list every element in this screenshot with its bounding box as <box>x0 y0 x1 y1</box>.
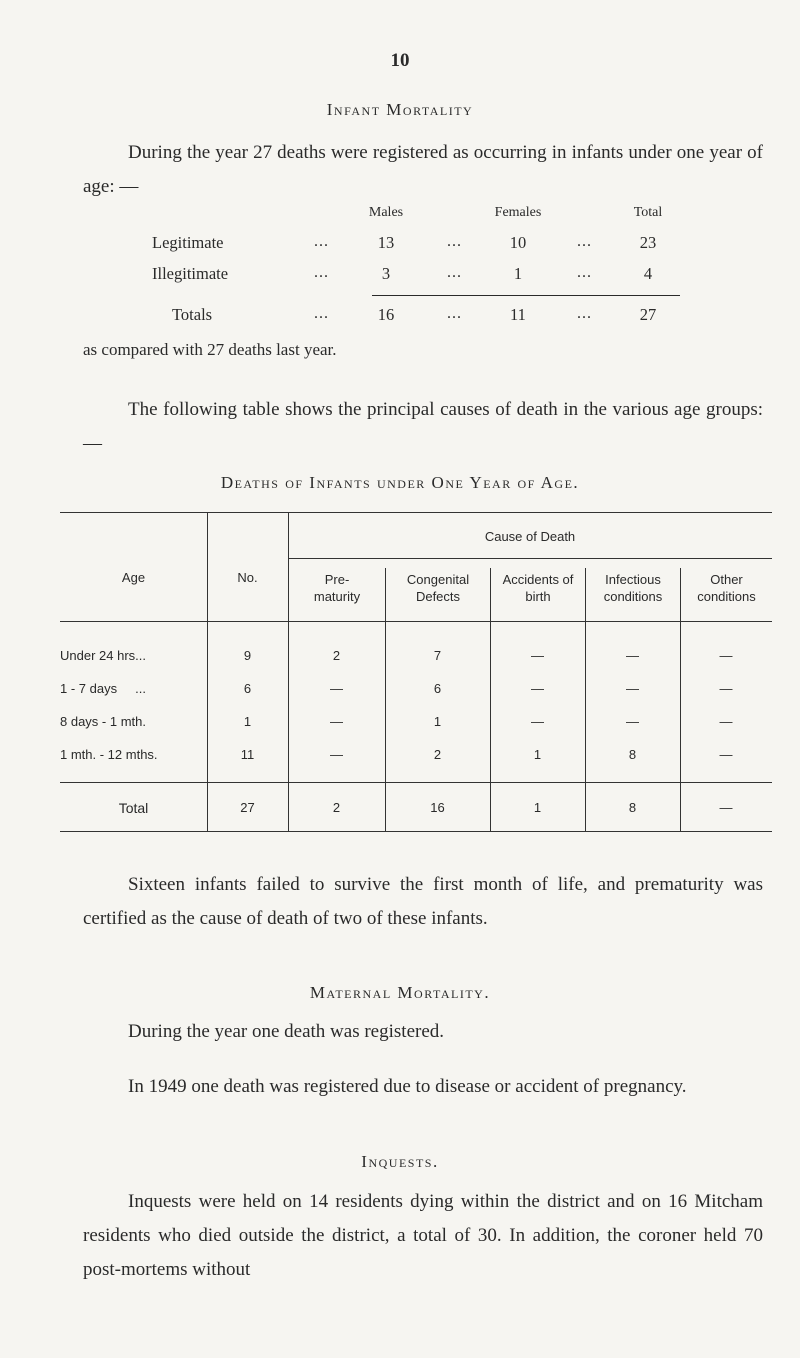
summary-totals-label: Totals <box>172 305 213 324</box>
table-cell: — <box>719 648 733 663</box>
table-row-age: Under 24 hrs... <box>60 648 146 663</box>
table-cell: — <box>531 648 544 663</box>
total-row-label: Total <box>118 800 149 816</box>
table-cell: 1 <box>433 714 442 729</box>
table-cell: — <box>719 800 733 815</box>
col-divider <box>680 568 681 831</box>
table-intro: The following table shows the principal causes of death in the various age groups: — <box>83 399 763 454</box>
summary-cell: 1 <box>513 264 523 283</box>
table-cell: 2 <box>332 648 341 663</box>
infant-mortality-intro: During the year 27 deaths were registered as occurring in infants under one year of age: — <box>83 142 763 197</box>
col-divider <box>207 512 208 831</box>
summary-header-males: Males <box>368 205 404 220</box>
summary-cell: 4 <box>643 264 653 283</box>
col-header-prematurity: Pre- maturity <box>313 572 361 604</box>
leader-dots: ... <box>577 305 592 322</box>
table-cell: — <box>531 714 544 729</box>
col-header-accidents-of-birth: Accidents of birth <box>502 572 574 604</box>
summary-cell: 27 <box>639 305 657 324</box>
col-header-congenital-defects: Congenital Defects <box>406 572 470 604</box>
leader-dots: ... <box>314 305 329 322</box>
table-cell: — <box>330 747 343 762</box>
deaths-table-title: Deaths of Infants under One Year of Age. <box>220 473 580 492</box>
table-cell: 8 <box>628 747 637 762</box>
leader-dots: ... <box>447 305 462 322</box>
total-top-rule <box>60 782 772 783</box>
table-bottom-rule <box>60 831 772 832</box>
col-divider <box>585 568 586 831</box>
table-cell: 1 <box>243 714 252 729</box>
table-row-age: 1 - 7 days ... <box>60 681 146 696</box>
summary-header-females: Females <box>494 205 542 220</box>
col-divider <box>288 512 289 831</box>
table-cell: 16 <box>430 800 445 815</box>
table-cell: — <box>330 681 343 696</box>
cause-of-death-header: Cause of Death <box>484 529 576 544</box>
summary-row-label: Illegitimate <box>152 264 229 283</box>
comparison-text: as compared with 27 deaths last year. <box>83 340 337 359</box>
table-cell: 6 <box>243 681 252 696</box>
table-top-rule <box>60 512 772 513</box>
leader-dots: ... <box>314 233 329 250</box>
table-cell: — <box>719 681 733 696</box>
table-cell: 7 <box>433 648 442 663</box>
infant-mortality-heading: Infant Mortality <box>326 100 474 119</box>
table-cell: 2 <box>433 747 442 762</box>
table-cell: — <box>626 681 639 696</box>
col-header-infectious-conditions: Infectious conditions <box>603 572 663 604</box>
table-cell: — <box>719 747 733 762</box>
table-cell: 2 <box>332 800 341 815</box>
summary-cell: 3 <box>381 264 391 283</box>
table-row-age: 8 days - 1 mth. <box>60 714 146 729</box>
table-cell: — <box>626 648 639 663</box>
summary-header-total: Total <box>633 205 663 220</box>
leader-dots: ... <box>314 264 329 281</box>
summary-cell: 16 <box>377 305 395 324</box>
cause-header-rule <box>288 558 772 559</box>
col-header-age: Age <box>121 570 146 585</box>
table-cell: — <box>719 714 733 729</box>
col-header-other-conditions: Other conditions <box>697 572 756 604</box>
leader-dots: ... <box>447 233 462 250</box>
header-bottom-rule <box>60 621 772 622</box>
table-row-age: 1 mth. - 12 mths. <box>60 747 158 762</box>
table-cell: 11 <box>240 747 255 762</box>
maternal-mortality-para1: During the year one death was registered. <box>128 1021 445 1042</box>
table-cell: 27 <box>240 800 255 815</box>
summary-cell: 11 <box>510 305 526 324</box>
table-cell: 6 <box>433 681 442 696</box>
table-cell: 1 <box>533 747 542 762</box>
after-table-paragraph: Sixteen infants failed to survive the first month of life, and prematurity was certified as the cause of death of two of these infants. <box>83 874 763 929</box>
page-number: 10 <box>390 50 410 71</box>
col-divider <box>490 568 491 831</box>
leader-dots: ... <box>577 233 592 250</box>
inquests-heading: Inquests. <box>361 1152 439 1171</box>
table-cell: 9 <box>243 648 252 663</box>
table-cell: — <box>626 714 639 729</box>
table-cell: — <box>531 681 544 696</box>
leader-dots: ... <box>447 264 462 281</box>
summary-cell: 10 <box>509 233 527 252</box>
summary-cell: 23 <box>639 233 657 252</box>
table-cell: 8 <box>628 800 637 815</box>
summary-row-label: Legitimate <box>152 233 224 252</box>
leader-dots: ... <box>577 264 592 281</box>
summary-cell: 13 <box>377 233 395 252</box>
col-header-no: No. <box>237 570 258 585</box>
table-cell: 1 <box>533 800 542 815</box>
table-cell: — <box>330 714 343 729</box>
col-divider <box>385 568 386 831</box>
maternal-mortality-heading: Maternal Mortality. <box>309 983 491 1002</box>
maternal-mortality-para2: In 1949 one death was registered due to disease or accident of pregnancy. <box>128 1076 687 1097</box>
summary-sum-rule <box>372 295 680 296</box>
inquests-paragraph: Inquests were held on 14 residents dying within the district and on 16 Mitcham residents who died outside the district, a total of 30. In addition, the coroner held 70 post-mortems without <box>83 1191 763 1280</box>
